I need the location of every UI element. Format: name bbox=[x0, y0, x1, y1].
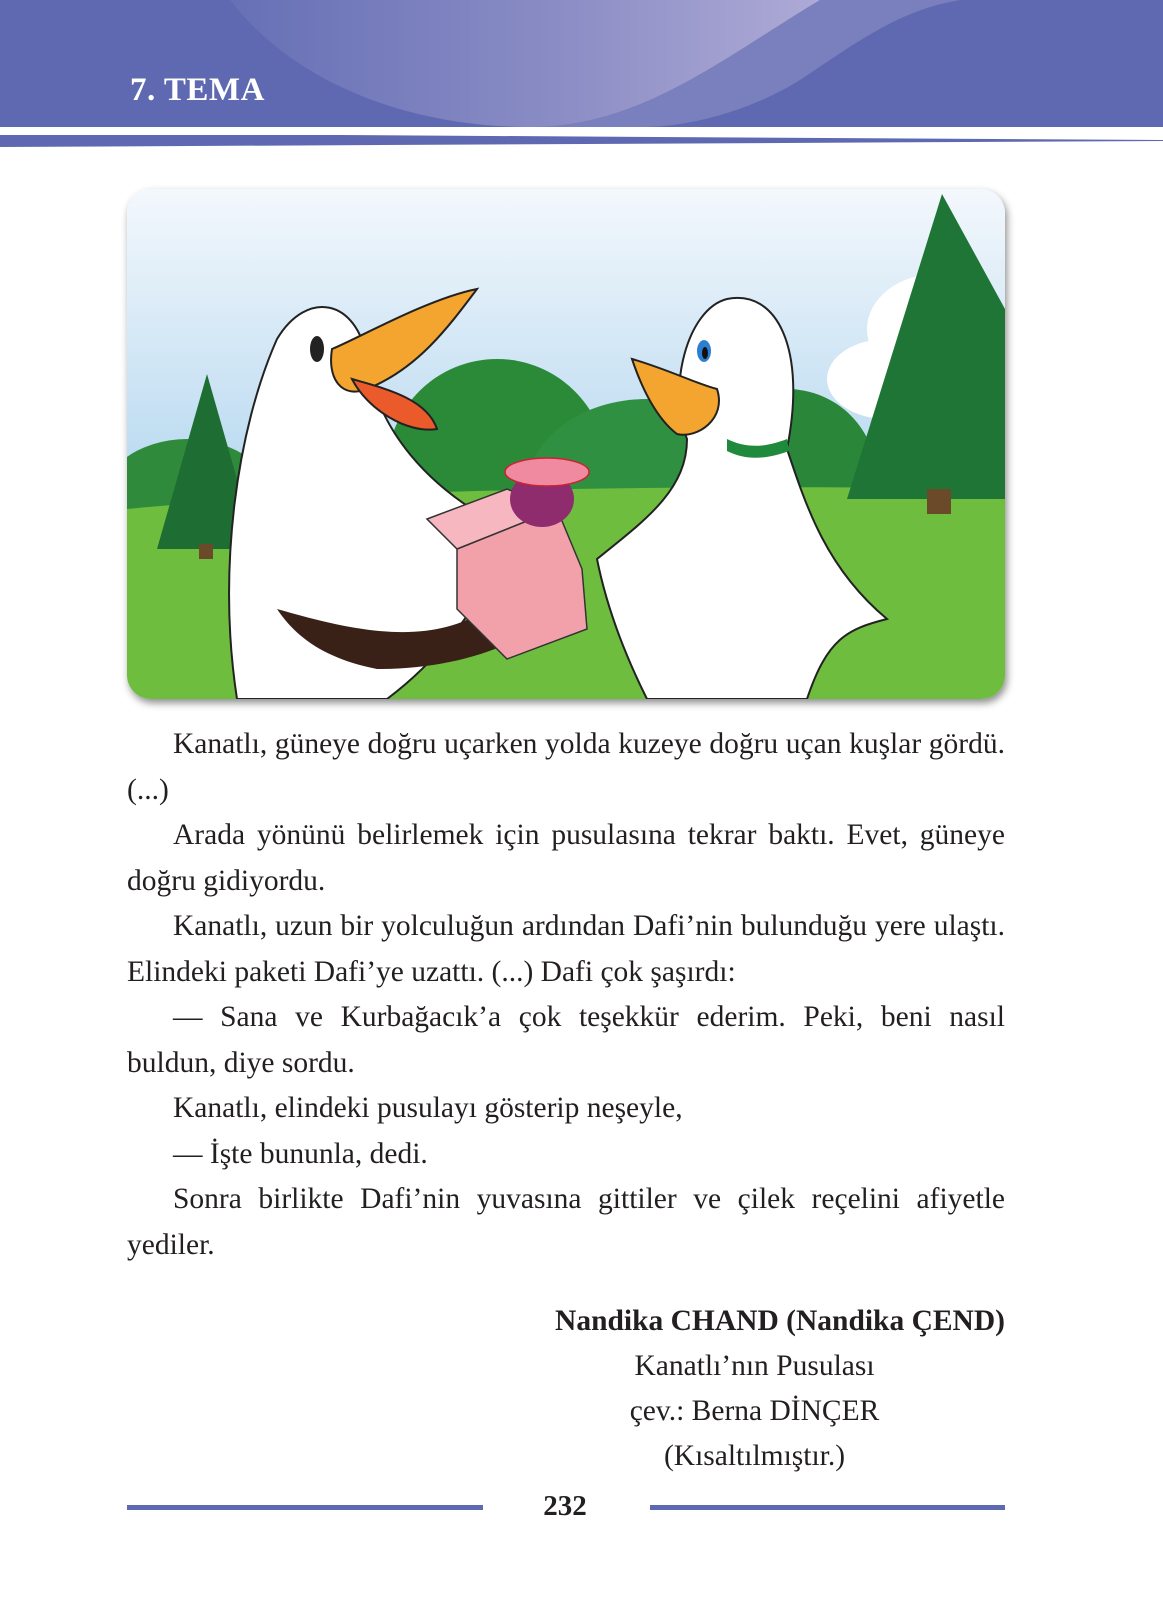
story-paragraph: Arada yönünü belirlemek için pusulasına tekrar baktı. Evet, güneye doğru gidiyordu. bbox=[127, 819, 1005, 897]
dialogue-line: — Sana ve Kurbağacık’a çok teşekkür ederim. Peki, beni nasıl buldun, diye sordu. bbox=[127, 1001, 1005, 1079]
author-name: Nandika CHAND (Nandika ÇEND) bbox=[555, 1305, 1005, 1337]
story-paragraph: Kanatlı, güneye doğru uçarken yolda kuzeye doğru uçan kuşlar gördü. (...) bbox=[127, 728, 1005, 806]
header-rule bbox=[0, 133, 1163, 147]
abridged-note: (Kısaltılmıştır.) bbox=[663, 1440, 846, 1472]
story-paragraph: Kanatlı, uzun bir yolculuğun ardından Dafi’nin bulunduğu yere ulaştı. Elindeki paketi Dafi’ye uzattı. (...) Dafi çok şaşırdı: bbox=[127, 910, 1005, 988]
birds-with-gift-image bbox=[127, 189, 1005, 699]
footer-rule-left bbox=[127, 1505, 483, 1510]
translator: çev.: Berna DİNÇER bbox=[629, 1395, 880, 1427]
footer-rule-right bbox=[650, 1505, 1005, 1510]
theme-title: 7. TEMA bbox=[130, 72, 265, 108]
page-number: 232 bbox=[543, 1490, 587, 1522]
book-title: Kanatlı’nın Pusulası bbox=[634, 1350, 875, 1382]
source-credits bbox=[480, 1299, 1005, 1479]
story-text bbox=[127, 722, 1005, 1268]
story-paragraph: Sonra birlikte Dafi’nin yuvasına gittiler ve çilek reçelini afiyetle yediler. bbox=[127, 1183, 1005, 1261]
story-illustration bbox=[127, 189, 1005, 699]
story-paragraph: Kanatlı, elindeki pusulayı gösterip neşeyle, bbox=[173, 1092, 683, 1124]
header-band bbox=[0, 0, 1163, 127]
dialogue-line: — İşte bununla, dedi. bbox=[173, 1137, 428, 1170]
